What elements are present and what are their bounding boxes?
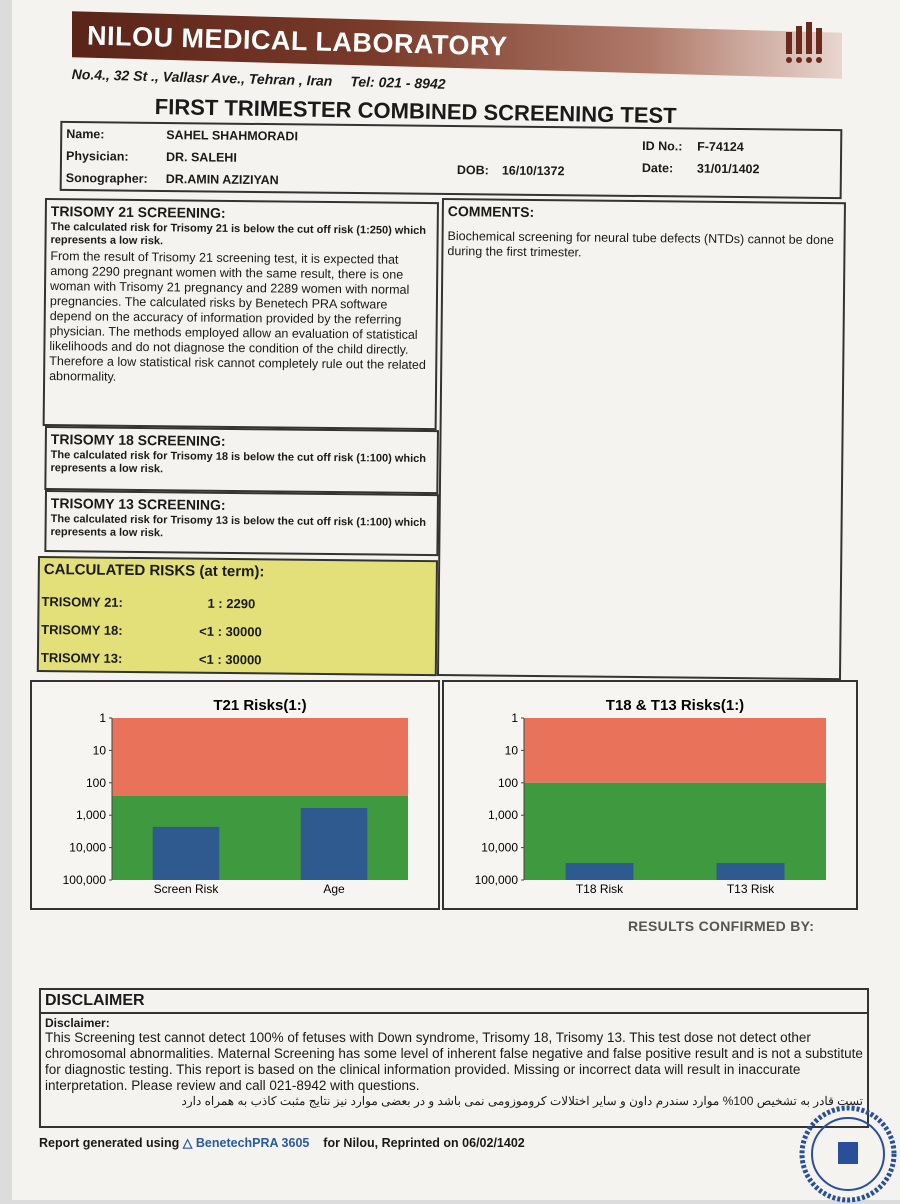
bar-t13-risk xyxy=(717,863,785,880)
y-tick-label: 1 xyxy=(99,711,106,725)
y-tick-label: 10 xyxy=(504,743,518,758)
lab-seal-stamp xyxy=(798,1104,898,1204)
y-tick-label: 10,000 xyxy=(69,840,106,855)
footer-suffix: for Nilou, Reprinted on 06/02/1402 xyxy=(323,1136,525,1150)
x-tick-label: T13 Risk xyxy=(726,882,775,896)
disclaimer-text: This Screening test cannot detect 100% of fetuses with Down syndrome, Trisomy 18, Trisomy 13. This test dose not detect other chromosomal abnormalities. Maternal Screening has some level of inherent false negative and false positive result and is not a substitute for diagnostic testing. This report is based on the clinical information provided. Missing or incorrect data will result in inaccurate interpretation. Please review and call 021-8942 with questions. xyxy=(45,1030,863,1093)
patient-info-box xyxy=(60,121,843,199)
disclaimer-persian: تست قادر به تشخیص 100% موارد سندرم داون و سایر اختلالات کروموزومی نمی باشد و در بعضی موارد نیز نتایج مثبت کاذب به همراه دارد xyxy=(181,1094,863,1108)
t18-summary: The calculated risk for Trisomy 18 is below the cut off risk (1:100) which represents a low risk. xyxy=(50,449,427,476)
y-tick-label: 10,000 xyxy=(481,840,518,855)
risk-label-t21: TRISOMY 21: xyxy=(41,594,123,610)
disclaimer-heading: DISCLAIMER xyxy=(41,990,867,1014)
y-tick-label: 1 xyxy=(511,711,518,725)
risk-value-t18: <1 : 30000 xyxy=(199,623,262,640)
x-tick-label: Age xyxy=(323,882,345,896)
physician-label: Physician: xyxy=(65,148,129,164)
y-tick-label: 1,000 xyxy=(487,808,518,823)
risk-value-t21: 1 : 2290 xyxy=(207,595,256,612)
t13-section xyxy=(44,490,439,556)
t21-risk-chart xyxy=(30,680,440,910)
t18-t13-risk-chart xyxy=(442,680,858,910)
risk-label-t18: TRISOMY 18: xyxy=(41,622,123,638)
disclaimer-title: Disclaimer: xyxy=(45,1016,110,1030)
t21-detail: From the result of Trisomy 21 screening test, it is expected that among 2290 pregnant women with the same result, there is one woman with Trisomy 21 pregnancy and 2289 women with normal pregnancies. The calculated risks by Benetech PRA software depend on the accuracy of information provided by the referring physician. The methods employed allow an evaluation of statistical likelihoods and do not diagnose the condition of the child directly. Therefore a low statistical risk cannot completely rule out the related abnormality. xyxy=(49,249,426,384)
t13-heading: TRISOMY 13 SCREENING: xyxy=(50,495,226,513)
lab-address-line xyxy=(72,66,446,92)
physician-name: DR. SALEHI xyxy=(165,150,237,165)
t18-t13-chart-svg xyxy=(444,682,856,908)
comments-heading: COMMENTS: xyxy=(447,203,535,220)
date-label: Date: xyxy=(641,161,674,176)
lab-name: NILOU MEDICAL LABORATORY xyxy=(86,20,508,62)
y-tick-label: 100,000 xyxy=(62,873,106,887)
name-label: Name: xyxy=(66,126,105,142)
bar-t18-risk xyxy=(566,863,634,880)
calculated-risks-box xyxy=(37,556,438,676)
results-confirmed-label: RESULTS CONFIRMED BY: xyxy=(628,918,815,934)
x-tick-label: T18 Risk xyxy=(575,882,624,896)
t18-heading: TRISOMY 18 SCREENING: xyxy=(50,431,226,449)
t13-summary: The calculated risk for Trisomy 13 is below the cut off risk (1:100) which represents a low risk. xyxy=(50,513,427,540)
lab-logo-icon xyxy=(782,18,832,66)
lab-tel: Tel: 021 - 8942 xyxy=(350,73,446,92)
bar-screen-risk xyxy=(153,827,220,880)
benetech-icon: △ xyxy=(182,1136,193,1150)
chart-title: T18 & T13 Risks(1:) xyxy=(605,697,745,714)
comments-section xyxy=(437,198,846,680)
high-risk-zone xyxy=(524,718,826,783)
lab-address: No.4., 32 St ., Vallasr Ave., Tehran , Iran xyxy=(71,66,333,89)
y-tick-label: 10 xyxy=(92,743,106,758)
t21-section xyxy=(43,198,439,430)
report-page xyxy=(12,0,900,1200)
sonographer-name: DR.AMIN AZIZIYAN xyxy=(165,172,279,188)
x-tick-label: Screen Risk xyxy=(153,882,219,896)
risk-value-t13: <1 : 30000 xyxy=(198,651,262,668)
footer-prefix: Report generated using xyxy=(39,1136,180,1150)
y-tick-label: 100,000 xyxy=(474,873,518,887)
footer-software: BenetechPRA 3605 xyxy=(195,1136,310,1150)
bar-age xyxy=(301,808,368,880)
patient-name: SAHEL SHAHMORADI xyxy=(166,128,299,144)
risk-label-t13: TRISOMY 13: xyxy=(40,650,123,666)
date-value: 31/01/1402 xyxy=(696,161,760,177)
t21-heading: TRISOMY 21 SCREENING: xyxy=(50,203,226,221)
comments-text: Biochemical screening for neural tube defects (NTDs) cannot be done during the first trimester. xyxy=(447,229,834,260)
y-tick-label: 1,000 xyxy=(75,808,106,823)
chart-title: T21 Risks(1:) xyxy=(213,697,307,714)
calculated-heading: CALCULATED RISKS (at term): xyxy=(43,561,265,581)
report-title: FIRST TRIMESTER COMBINED SCREENING TEST xyxy=(154,94,677,129)
id-value: F-74124 xyxy=(697,139,744,155)
t21-chart-svg xyxy=(32,682,438,908)
t21-summary: The calculated risk for Trisomy 21 is below the cut off risk (1:250) which represents a low risk. xyxy=(50,221,427,248)
y-tick-label: 100 xyxy=(85,775,106,790)
dob-value: 16/10/1372 xyxy=(501,163,565,179)
y-tick-label: 100 xyxy=(497,775,518,790)
t18-section xyxy=(44,426,439,494)
dob-label: DOB: xyxy=(456,163,489,178)
sonographer-label: Sonographer: xyxy=(65,170,148,186)
high-risk-zone xyxy=(112,718,408,796)
disclaimer-box xyxy=(39,988,869,1128)
id-label: ID No.: xyxy=(642,139,683,154)
report-footer xyxy=(39,1135,525,1150)
